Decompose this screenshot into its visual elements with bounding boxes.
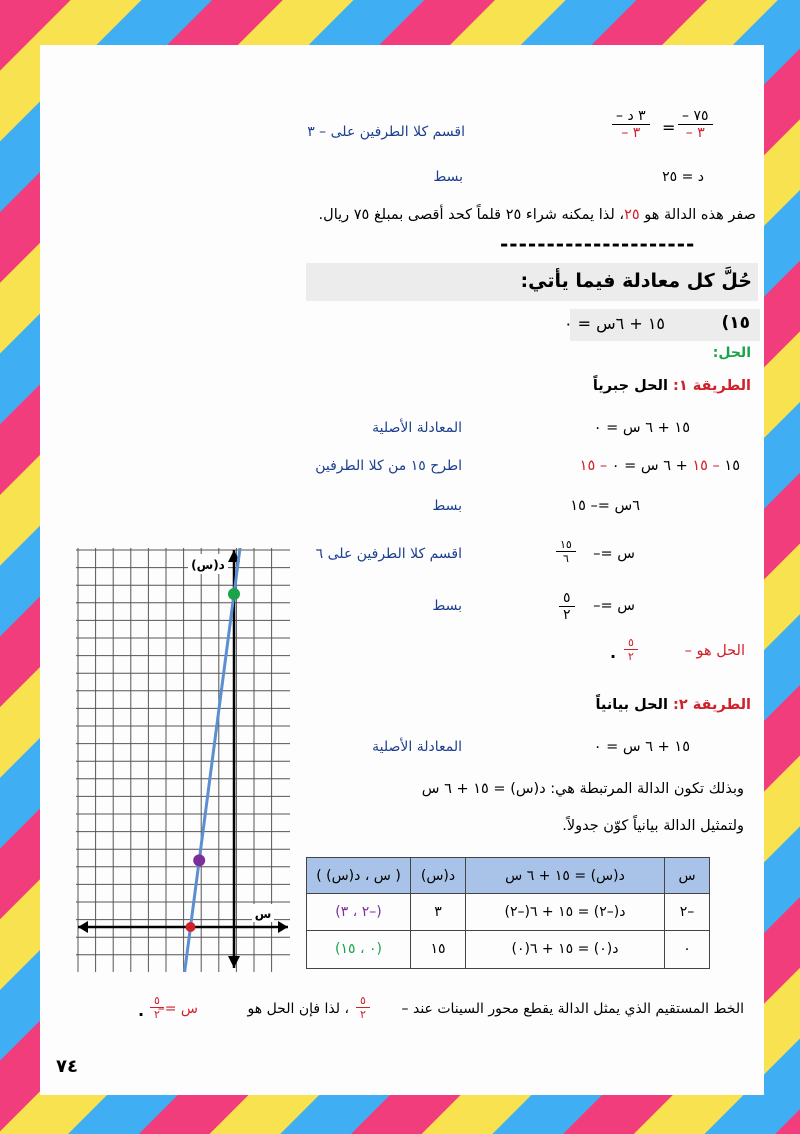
x-axis-left-arrow: [78, 921, 88, 933]
solution-label: الحل:: [712, 345, 751, 361]
step2-part-b: – ١٥: [692, 458, 720, 474]
answer-fraction: [624, 636, 638, 663]
method2-title: [595, 697, 751, 713]
table-cell: (٠ ، ١٥): [307, 930, 411, 968]
method1-number: الطريقة ١:: [673, 378, 751, 394]
x-axis-label: س: [254, 907, 272, 921]
step4-fraction: [556, 538, 576, 565]
table-header-cell: د(س) = ١٥ + ٦ س: [466, 858, 665, 894]
section-heading: حُلَّ كل معادلة فيما يأتي:: [520, 270, 752, 292]
step3-equation: ٦س =– ١٥: [570, 498, 640, 514]
zero-text-pre: صفر هذه الدالة هو: [639, 207, 756, 223]
step1-equation: ١٥ + ٦ س = ٠: [593, 420, 690, 436]
denominator: ٢: [154, 1008, 160, 1021]
table-intro: ولتمثيل الدالة بيانياً كوّن جدولاً.: [562, 818, 744, 834]
result-equation: د = ٢٥: [662, 169, 704, 185]
values-table: [306, 857, 710, 969]
step5-label: بسط: [432, 598, 462, 614]
table-cell: (–٢ ، ٣): [307, 894, 411, 930]
denominator: ٢: [563, 607, 571, 623]
table-cell: ٣: [411, 894, 466, 930]
step5-fraction: [559, 590, 575, 623]
function-statement: وبذلك تكون الدالة المرتبطة هي: د(س) = ١٥ + ٦ س: [421, 781, 744, 797]
table-cell: د(٠) = ١٥ + ٦(٠): [466, 930, 665, 968]
table-cell: د(–٢) = ١٥ + ٦(–٢): [466, 894, 665, 930]
denominator: ٦: [562, 552, 569, 565]
fraction-lhs: [612, 108, 650, 141]
step4-label: اقسم كلا الطرفين على ٦: [315, 546, 462, 562]
divide-step-label: اقسم كلا الطرفين على – ٣: [307, 124, 465, 140]
fraction-rhs: [678, 108, 713, 141]
dashed-separator: ---------------------: [500, 232, 696, 256]
zero-statement: [319, 207, 756, 223]
method2-equation-label: المعادلة الأصلية: [372, 739, 462, 755]
page-number: ٧٤: [56, 1056, 78, 1077]
step1-label: المعادلة الأصلية: [372, 420, 462, 436]
method1-title: [593, 378, 751, 394]
table-cell: ١٥: [411, 930, 466, 968]
simplify-label: بسط: [433, 169, 463, 185]
step4-equation-pre: س =–: [593, 546, 635, 562]
step2-equation: [580, 458, 740, 474]
function-graph: [76, 548, 290, 972]
numerator: ٥: [150, 994, 164, 1008]
conclusion-fraction-2: [150, 994, 164, 1021]
denominator: ٢: [360, 1008, 366, 1021]
numerator: ٥: [559, 590, 575, 607]
step5-equation-pre: س =–: [593, 598, 635, 614]
zero-text-post: ، لذا يمكنه شراء ٢٥ قلماً كحد أقصى بمبلغ ٧٥ ريال.: [318, 207, 625, 223]
y-axis-label: د(س): [191, 558, 225, 572]
problem-equation: ١٥ + ٦س = ٠: [563, 314, 665, 333]
table-cell: ٠: [665, 930, 710, 968]
method1-answer: الحل هو –: [684, 643, 745, 659]
conclusion-period: .: [138, 1001, 145, 1020]
numerator: ٥: [356, 994, 370, 1008]
step3-label: بسط: [432, 498, 462, 514]
answer-period: .: [610, 643, 617, 662]
numerator: – ٣ د: [612, 108, 650, 125]
table-header-cell: س: [665, 858, 710, 894]
method1-name: الحل جبرياً: [592, 378, 668, 394]
method2-number: الطريقة ٢:: [673, 697, 751, 713]
conclusion-statement: [402, 1001, 744, 1017]
numerator: ٥: [624, 636, 638, 650]
denominator: – ٣: [685, 125, 705, 141]
table-header-cell: د(س): [411, 858, 466, 894]
y-axis-bottom-arrow: [228, 956, 240, 968]
problem-number: ١٥): [721, 313, 750, 333]
red-point: [186, 922, 196, 932]
table-row: [307, 930, 710, 968]
table-cell: –٢: [665, 894, 710, 930]
numerator: – ٧٥: [678, 108, 713, 125]
x-axis-right-arrow: [278, 921, 288, 933]
green-point: [228, 588, 240, 600]
table-row: [307, 894, 710, 930]
conclusion-pre: الخط المستقيم الذي يمثل الدالة يقطع محور السينات عند –: [401, 1001, 744, 1017]
step2-label: اطرح ١٥ من كلا الطرفين: [315, 458, 462, 474]
table-header-cell: ( س ، د(س) ): [307, 858, 411, 894]
denominator: – ٣: [621, 125, 641, 141]
method2-name: الحل بيانياً: [595, 697, 668, 713]
conclusion-mid: ، لذا فإن الحل هو: [247, 1001, 349, 1017]
step2-part-c: + ٦ س = ٠: [607, 458, 693, 474]
equals-sign: =: [662, 118, 676, 137]
method2-equation: ١٥ + ٦ س = ٠: [593, 739, 690, 755]
numerator: ١٥: [556, 538, 576, 552]
zero-value: ٢٥: [624, 207, 640, 223]
conclusion-answer: س =–: [157, 1001, 198, 1017]
denominator: ٢: [628, 650, 634, 663]
step2-part-d: – ١٥: [579, 458, 608, 474]
table-header-row: [307, 858, 710, 894]
purple-point: [193, 854, 205, 866]
step2-part-a: ١٥: [719, 458, 740, 474]
conclusion-fraction-1: [356, 994, 370, 1021]
